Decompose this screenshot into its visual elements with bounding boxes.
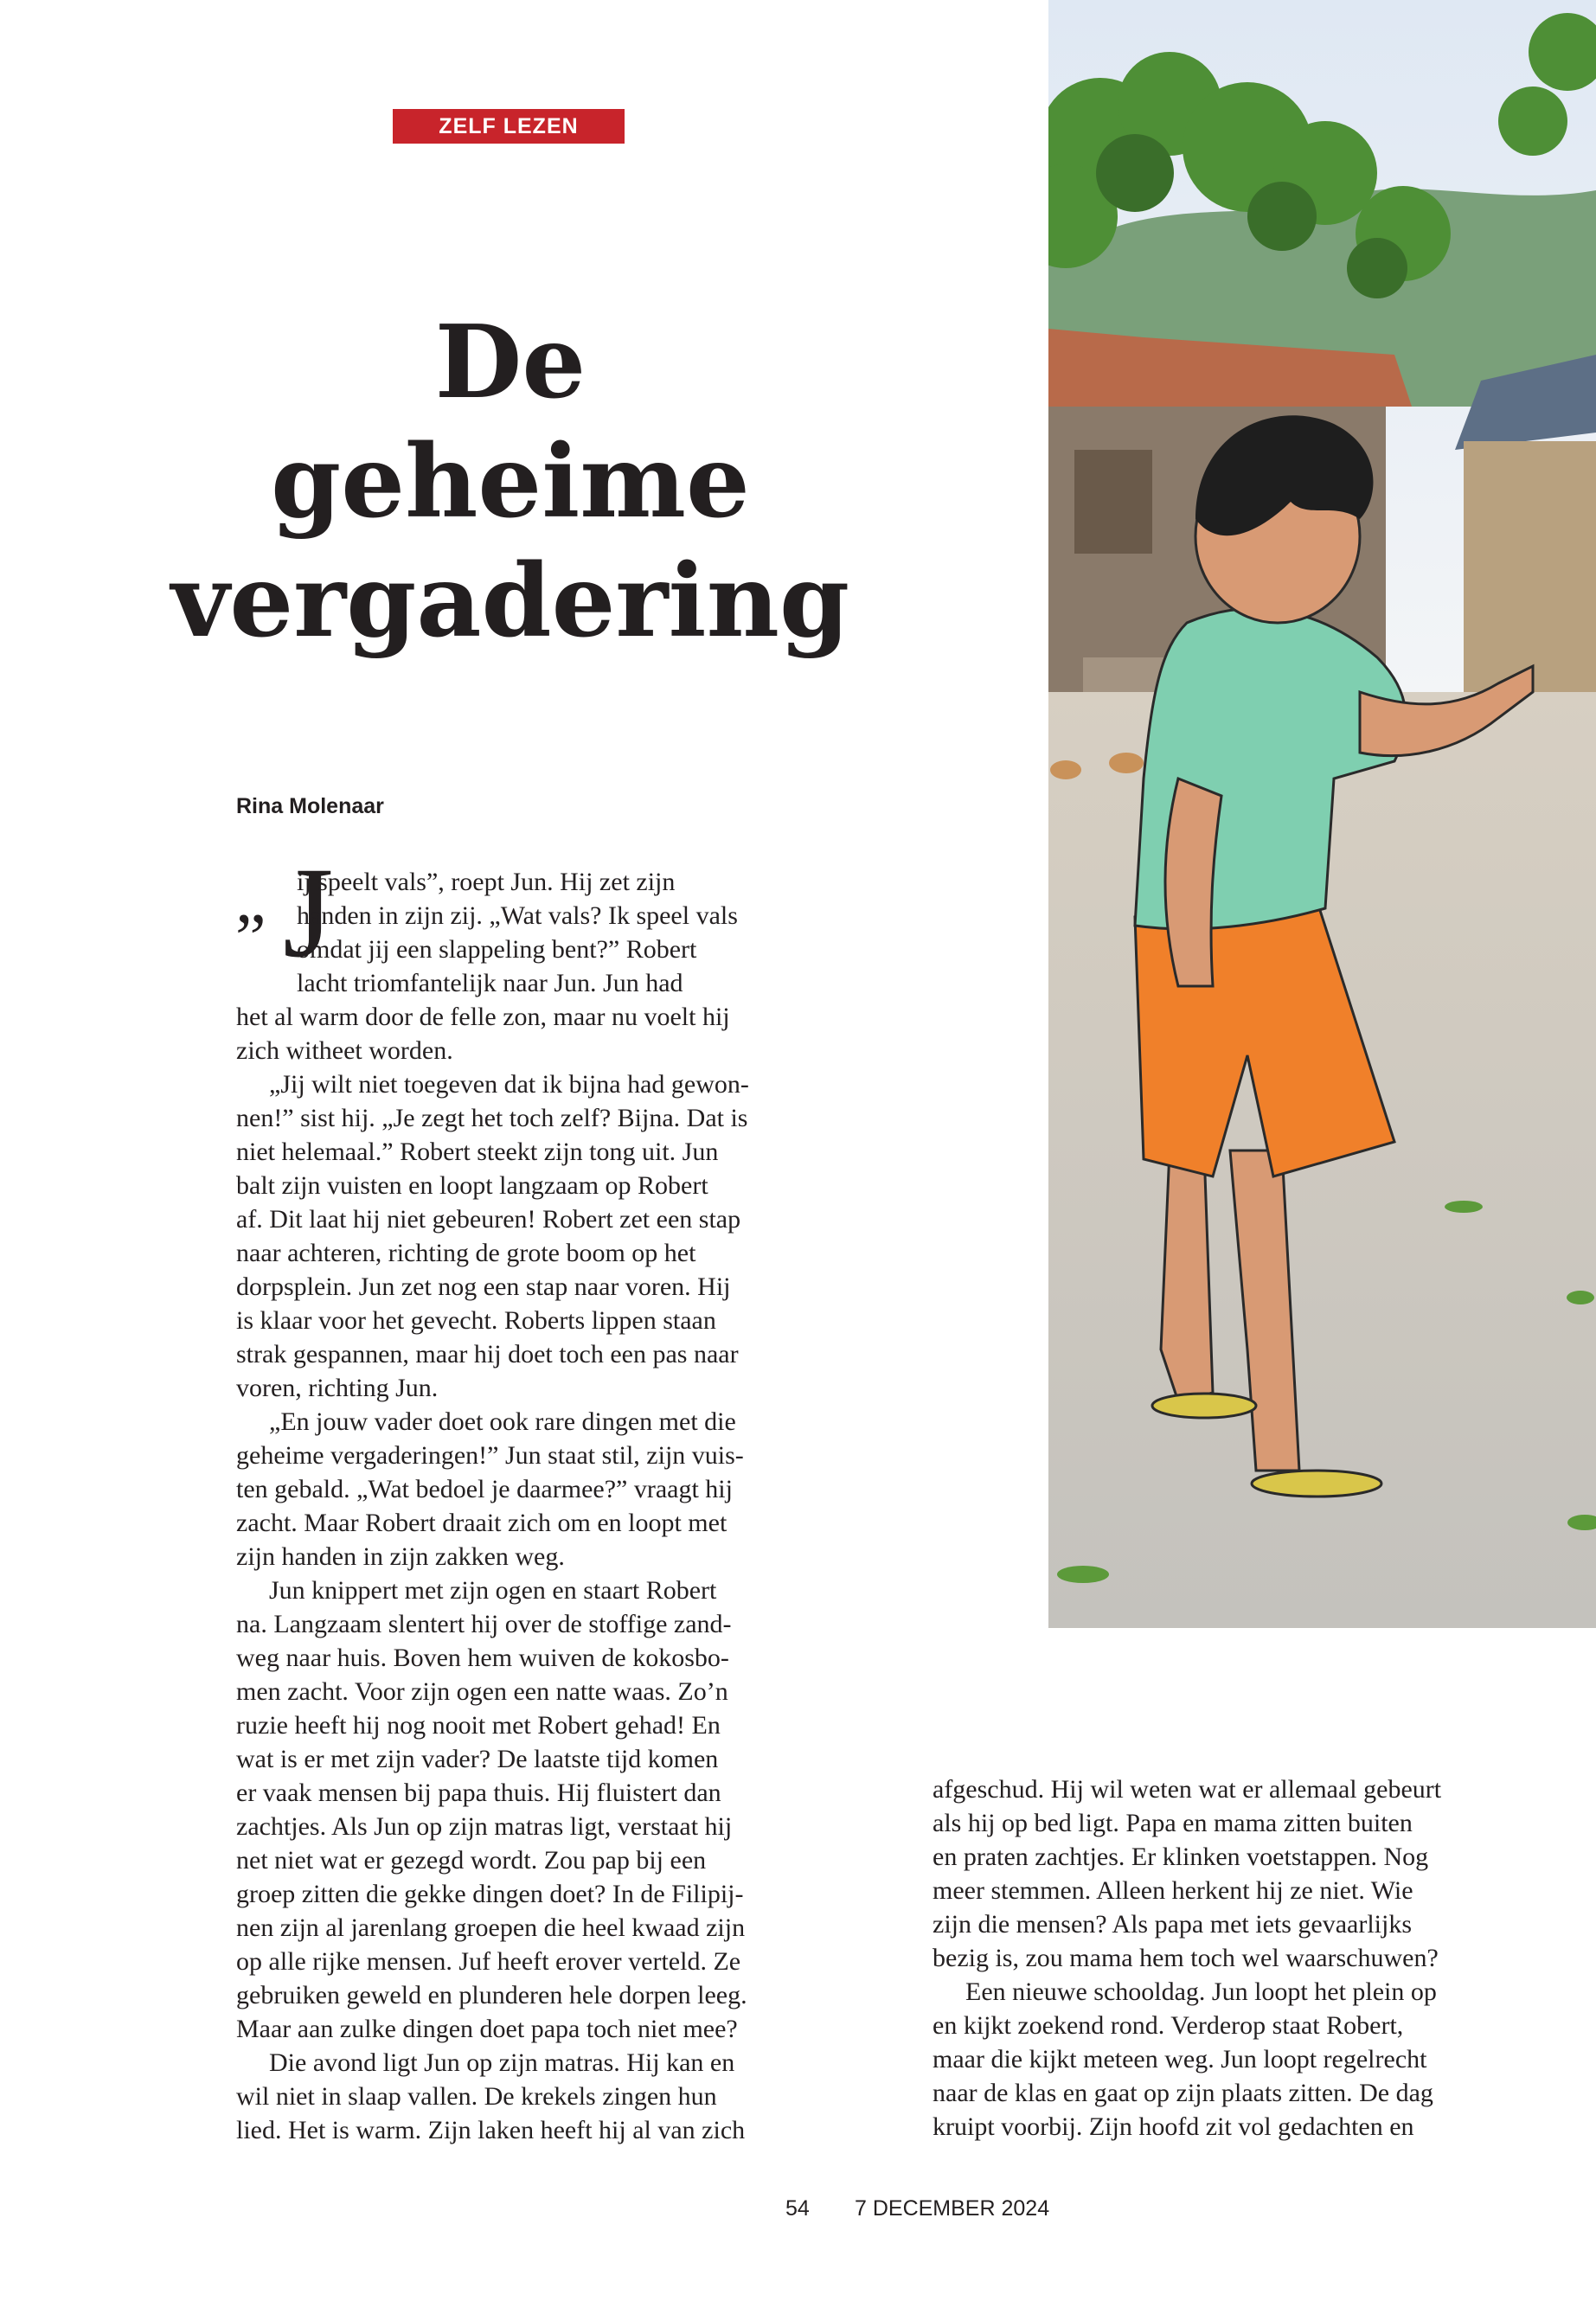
- text-line: „En jouw vader doet ook rare dingen met die: [269, 1407, 736, 1436]
- text-line: Jun knippert met zijn ogen en staart Robert: [269, 1576, 717, 1605]
- text-line: wil niet in slaap vallen. De krekels zingen hun: [236, 2082, 717, 2111]
- text-line: meer stemmen. Alleen herkent hij ze niet. Wie: [933, 1876, 1413, 1905]
- sandal-right: [1252, 1471, 1381, 1497]
- text-line: Een nieuwe schooldag. Jun loopt het plein op: [965, 1977, 1437, 2006]
- text-line: strak gespannen, maar hij doet toch een pas naar: [236, 1340, 739, 1368]
- text-line: zacht. Maar Robert draait zich om en loopt met: [236, 1509, 727, 1537]
- text-line: nen zijn al jarenlang groepen die heel kwaad zijn: [236, 1913, 746, 1942]
- text-line: af. Dit laat hij niet gebeuren! Robert zet een stap: [236, 1205, 741, 1234]
- text-line: ten gebald. „Wat bedoel je daarmee?” vraagt hij: [236, 1475, 733, 1503]
- page-number: 54: [785, 2196, 810, 2221]
- text-line: dorpsplein. Jun zet nog een stap naar voren. Hij: [236, 1272, 731, 1301]
- text-line: omdat jij een slappeling bent?” Robert: [297, 935, 697, 964]
- text-line: lacht triomfantelijk naar Jun. Jun had: [297, 969, 683, 997]
- text-line: groep zitten die gekke dingen doet? In de Filipij-: [236, 1880, 744, 1908]
- text-line: „Jij wilt niet toegeven dat ik bijna had gewon-: [269, 1070, 749, 1099]
- text-line: zijn die mensen? Als papa met iets gevaarlijks: [933, 1910, 1413, 1939]
- author-byline: Rina Molenaar: [236, 794, 384, 818]
- title-line: De: [434, 304, 586, 421]
- text-line: zijn handen in zijn zakken weg.: [236, 1542, 565, 1571]
- text-line: na. Langzaam slentert hij over de stoffige zand-: [236, 1610, 732, 1638]
- text-line: maar die kijkt meteen weg. Jun loopt regelrecht: [933, 2045, 1427, 2073]
- text-line: Die avond ligt Jun op zijn matras. Hij kan en: [269, 2048, 735, 2077]
- text-line: voren, richting Jun.: [236, 1374, 439, 1402]
- drop-cap-letter: J: [283, 841, 334, 984]
- story-illustration: [1048, 0, 1596, 1628]
- body-column-2: [933, 1772, 1441, 2144]
- text-line: zachtjes. Als Jun op zijn matras ligt, verstaat hij: [236, 1812, 733, 1841]
- text-line: kruipt voorbij. Zijn hoofd zit vol gedachten en: [933, 2112, 1414, 2141]
- text-line: ij speelt vals”, roept Jun. Hij zet zijn: [297, 868, 676, 896]
- text-line: en praten zachtjes. Er klinken voetstappen. Nog: [933, 1843, 1429, 1871]
- text-line: bezig is, zou mama hem toch wel waarschuwen?: [933, 1944, 1439, 1972]
- text-line: naar achteren, richting de grote boom op het: [236, 1239, 696, 1267]
- title-line: vergadering: [170, 542, 850, 660]
- text-line: er vaak mensen bij papa thuis. Hij fluistert dan: [236, 1779, 721, 1807]
- text-line: lied. Het is warm. Zijn laken heeft hij al van zich: [236, 2116, 746, 2144]
- text-line: weg naar huis. Boven hem wuiven de kokosbo-: [236, 1644, 729, 1672]
- text-line: is klaar voor het gevecht. Roberts lippen staan: [236, 1306, 716, 1335]
- text-line: geheime vergaderingen!” Jun staat stil, zijn vuis-: [236, 1441, 744, 1470]
- text-line: ruzie heeft hij nog nooit met Robert gehad! En: [236, 1711, 721, 1740]
- title-line: geheime: [271, 423, 750, 541]
- issue-date: 7 DECEMBER 2024: [855, 2196, 1050, 2221]
- left-leg: [1161, 1150, 1213, 1401]
- text-line: afgeschud. Hij wil weten wat er allemaal gebeurt: [933, 1775, 1442, 1804]
- text-line: balt zijn vuisten en loopt langzaam op Robert: [236, 1171, 708, 1200]
- text-line: niet helemaal.” Robert steekt zijn tong uit. Jun: [236, 1138, 719, 1166]
- text-line: als hij op bed ligt. Papa en mama zitten buiten: [933, 1809, 1413, 1837]
- article-title: [156, 303, 865, 661]
- text-line: net niet wat er gezegd wordt. Zou pap bij een: [236, 1846, 707, 1875]
- text-line: wat is er met zijn vader? De laatste tijd komen: [236, 1745, 719, 1773]
- text-line: gebruiken geweld en plunderen hele dorpen leeg.: [236, 1981, 747, 2009]
- text-line: het al warm door de felle zon, maar nu voelt hij: [236, 1003, 730, 1031]
- text-line: naar de klas en gaat op zijn plaats zitten. De dag: [933, 2079, 1433, 2107]
- section-tag: ZELF LEZEN: [393, 109, 625, 144]
- text-line: nen!” sist hij. „Je zegt het toch zelf? Bijna. Dat is: [236, 1104, 748, 1132]
- house-right: [1464, 441, 1596, 701]
- text-line: handen in zijn zij. „Wat vals? Ik speel vals: [297, 901, 738, 930]
- text-line: en kijkt zoekend rond. Verderop staat Robert,: [933, 2011, 1404, 2040]
- sandal-left: [1152, 1394, 1256, 1418]
- text-line: men zacht. Voor zijn ogen een natte waas. Zo’n: [236, 1677, 728, 1706]
- body-column-1: [235, 862, 749, 2147]
- text-line: zich witheet worden.: [236, 1036, 453, 1065]
- drop-cap-quote: „: [235, 862, 266, 938]
- text-line: op alle rijke mensen. Juf heeft erover verteld. Ze: [236, 1947, 741, 1976]
- text-line: Maar aan zulke dingen doet papa toch niet mee?: [236, 2015, 738, 2043]
